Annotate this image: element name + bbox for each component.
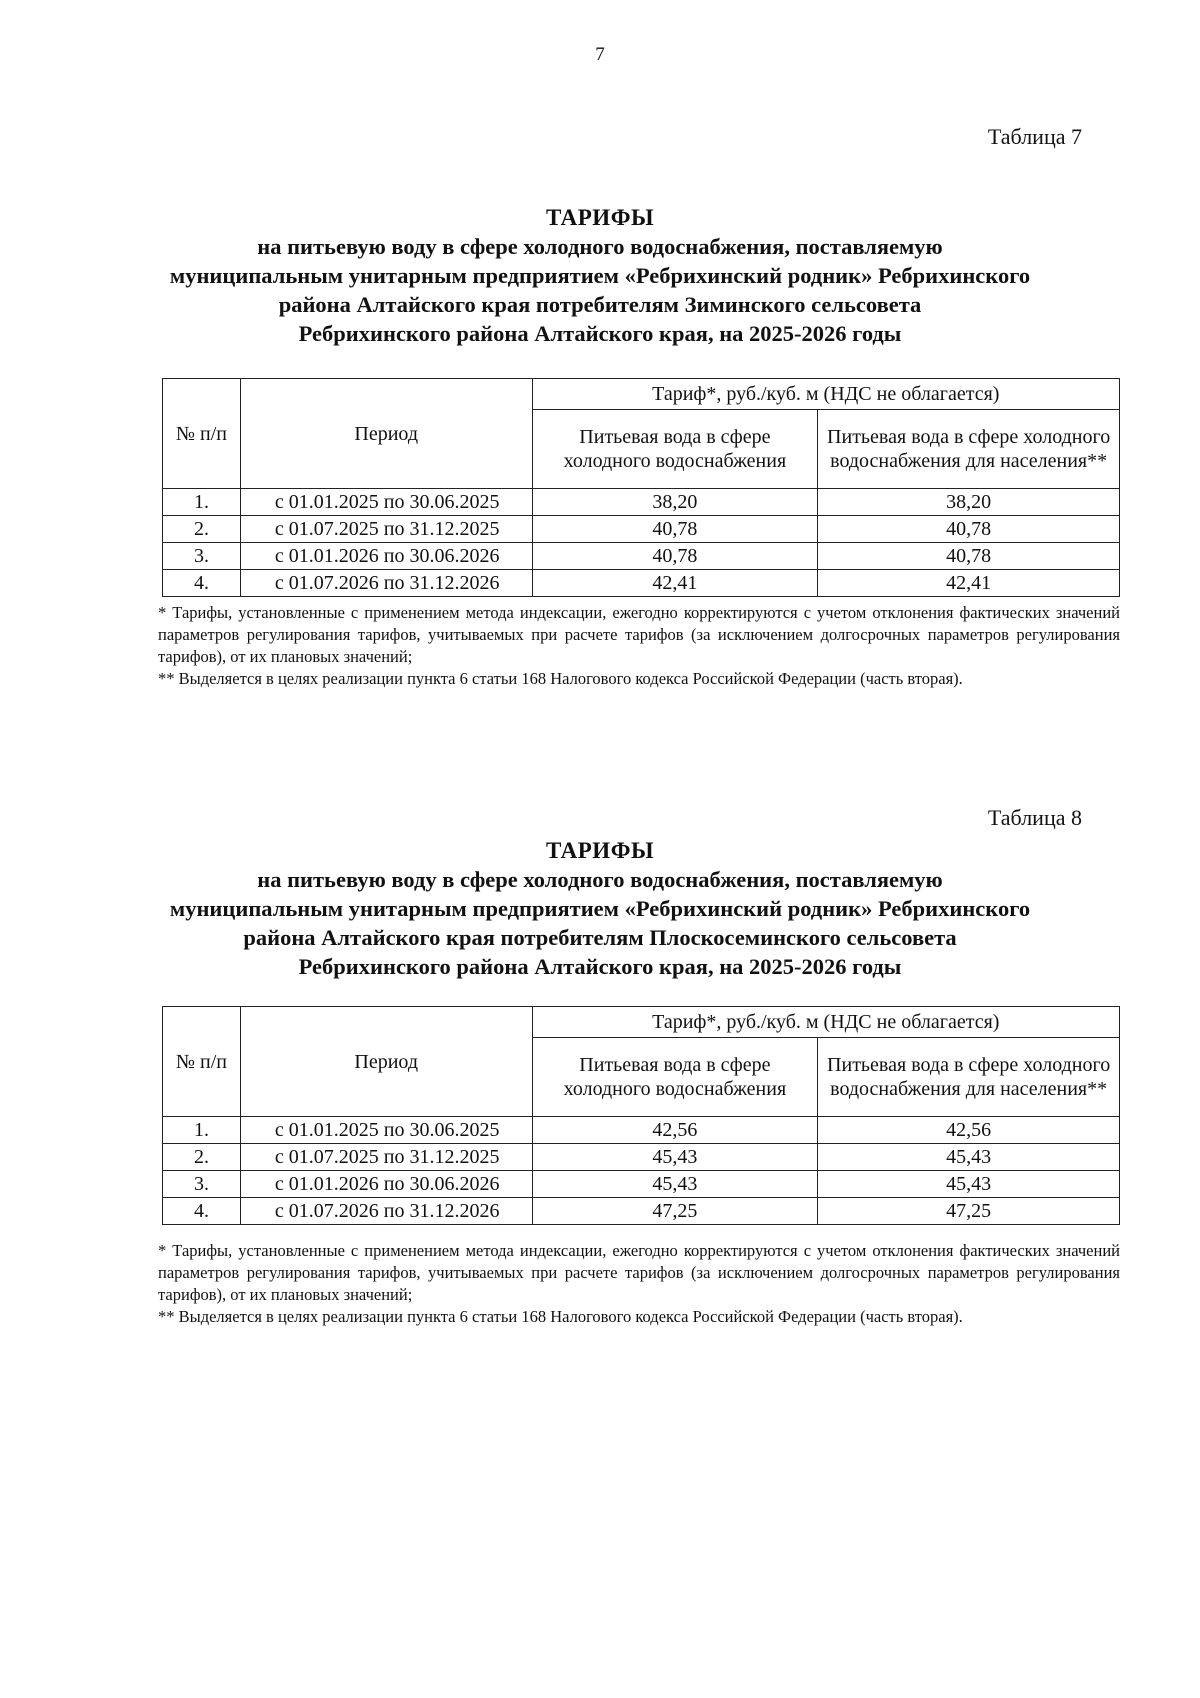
table-header-row bbox=[163, 1007, 1120, 1038]
row-value-2: 45,43 bbox=[818, 1171, 1120, 1198]
table-row bbox=[163, 1171, 1120, 1198]
row-period: с 01.01.2025 по 30.06.2025 bbox=[240, 1117, 532, 1144]
table-8-title-block bbox=[150, 836, 1050, 981]
table-row bbox=[163, 489, 1120, 516]
tariff-table-8 bbox=[162, 1006, 1120, 1225]
header-num: № п/п bbox=[163, 1007, 241, 1117]
row-period: с 01.07.2025 по 31.12.2025 bbox=[240, 1144, 532, 1171]
row-value-1: 45,43 bbox=[532, 1144, 818, 1171]
row-period: с 01.01.2026 по 30.06.2026 bbox=[240, 1171, 532, 1198]
row-value-1: 42,56 bbox=[532, 1117, 818, 1144]
row-num: 1. bbox=[163, 1117, 241, 1144]
table-row bbox=[163, 570, 1120, 597]
table-row bbox=[163, 1144, 1120, 1171]
row-period: с 01.07.2026 по 31.12.2026 bbox=[240, 570, 532, 597]
tariff-table-7 bbox=[162, 378, 1120, 597]
table-8-subtitle-line: Ребрихинского района Алтайского края, на 2025-2026 годы bbox=[298, 954, 902, 979]
row-value-2: 42,56 bbox=[818, 1117, 1120, 1144]
row-value-1: 47,25 bbox=[532, 1198, 818, 1225]
row-value-1: 40,78 bbox=[532, 516, 818, 543]
table-7-subtitle-line: на питьевую воду в сфере холодного водоснабжения, поставляемую bbox=[257, 234, 943, 259]
table-7-subtitle-line: района Алтайского края потребителям Зиминского сельсовета bbox=[278, 292, 922, 317]
row-value-1: 45,43 bbox=[532, 1171, 818, 1198]
header-tariff: Тариф*, руб./куб. м (НДС не облагается) bbox=[532, 1007, 1119, 1038]
row-num: 3. bbox=[163, 1171, 241, 1198]
header-col-population: Питьевая вода в сфере холодного водоснабжения для населения** bbox=[818, 1038, 1120, 1117]
table-7-title: ТАРИФЫ bbox=[545, 205, 655, 230]
row-num: 1. bbox=[163, 489, 241, 516]
header-period: Период bbox=[240, 379, 532, 489]
table-8-label: Таблица 8 bbox=[987, 805, 1082, 830]
row-num: 2. bbox=[163, 1144, 241, 1171]
table-header-row bbox=[163, 379, 1120, 410]
table-7-footnotes bbox=[158, 602, 1120, 690]
table-7-subtitle-line: Ребрихинского района Алтайского края, на 2025-2026 годы bbox=[298, 321, 902, 346]
table-8-subtitle-line: района Алтайского края потребителям Плоскосеминского сельсовета bbox=[243, 925, 957, 950]
header-col-population: Питьевая вода в сфере холодного водоснабжения для населения** bbox=[818, 410, 1120, 489]
table-8-subtitle-line: на питьевую воду в сфере холодного водоснабжения, поставляемую bbox=[257, 867, 943, 892]
row-value-1: 40,78 bbox=[532, 543, 818, 570]
row-period: с 01.07.2026 по 31.12.2026 bbox=[240, 1198, 532, 1225]
table-8-subtitle-line: муниципальным унитарным предприятием «Ребрихинский родник» Ребрихинского bbox=[169, 896, 1031, 921]
table-8-title: ТАРИФЫ bbox=[545, 838, 655, 863]
table-7-subtitle-line: муниципальным унитарным предприятием «Ребрихинский родник» Ребрихинского bbox=[169, 263, 1031, 288]
header-tariff: Тариф*, руб./куб. м (НДС не облагается) bbox=[532, 379, 1119, 410]
row-value-2: 45,43 bbox=[818, 1144, 1120, 1171]
table-8-footnotes bbox=[158, 1240, 1120, 1328]
row-value-2: 40,78 bbox=[818, 516, 1120, 543]
row-period: с 01.01.2026 по 30.06.2026 bbox=[240, 543, 532, 570]
header-period: Период bbox=[240, 1007, 532, 1117]
row-value-1: 42,41 bbox=[532, 570, 818, 597]
footnote-indexation: * Тарифы, установленные с применением метода индексации, ежегодно корректируются с учетом отклонения фактических значений параметров регулирования тарифов, учитываемых при расчете тарифов (за исключением долгосрочных параметров регулирования тарифов), от их плановых значений; bbox=[158, 1241, 1120, 1304]
row-value-1: 38,20 bbox=[532, 489, 818, 516]
row-value-2: 42,41 bbox=[818, 570, 1120, 597]
row-period: с 01.01.2025 по 30.06.2025 bbox=[240, 489, 532, 516]
row-value-2: 38,20 bbox=[818, 489, 1120, 516]
header-col-drinking-water: Питьевая вода в сфере холодного водоснабжения bbox=[532, 410, 818, 489]
footnote-indexation: * Тарифы, установленные с применением метода индексации, ежегодно корректируются с учетом отклонения фактических значений параметров регулирования тарифов, учитываемых при расчете тарифов (за исключением долгосрочных параметров регулирования тарифов), от их плановых значений; bbox=[158, 603, 1120, 666]
row-num: 3. bbox=[163, 543, 241, 570]
table-7-label: Таблица 7 bbox=[987, 124, 1082, 149]
row-value-2: 40,78 bbox=[818, 543, 1120, 570]
table-row bbox=[163, 1117, 1120, 1144]
row-num: 2. bbox=[163, 516, 241, 543]
header-col-drinking-water: Питьевая вода в сфере холодного водоснабжения bbox=[532, 1038, 818, 1117]
table-row bbox=[163, 1198, 1120, 1225]
table-row bbox=[163, 543, 1120, 570]
row-value-2: 47,25 bbox=[818, 1198, 1120, 1225]
row-num: 4. bbox=[163, 1198, 241, 1225]
footnote-vat: ** Выделяется в целях реализации пункта 6 статьи 168 Налогового кодекса Российской Федерации (часть вторая). bbox=[158, 1307, 963, 1326]
row-period: с 01.07.2025 по 31.12.2025 bbox=[240, 516, 532, 543]
table-row bbox=[163, 516, 1120, 543]
row-num: 4. bbox=[163, 570, 241, 597]
page-number: 7 bbox=[595, 44, 605, 65]
header-num: № п/п bbox=[163, 379, 241, 489]
table-7-title-block bbox=[150, 203, 1050, 348]
footnote-vat: ** Выделяется в целях реализации пункта 6 статьи 168 Налогового кодекса Российской Федерации (часть вторая). bbox=[158, 669, 963, 688]
